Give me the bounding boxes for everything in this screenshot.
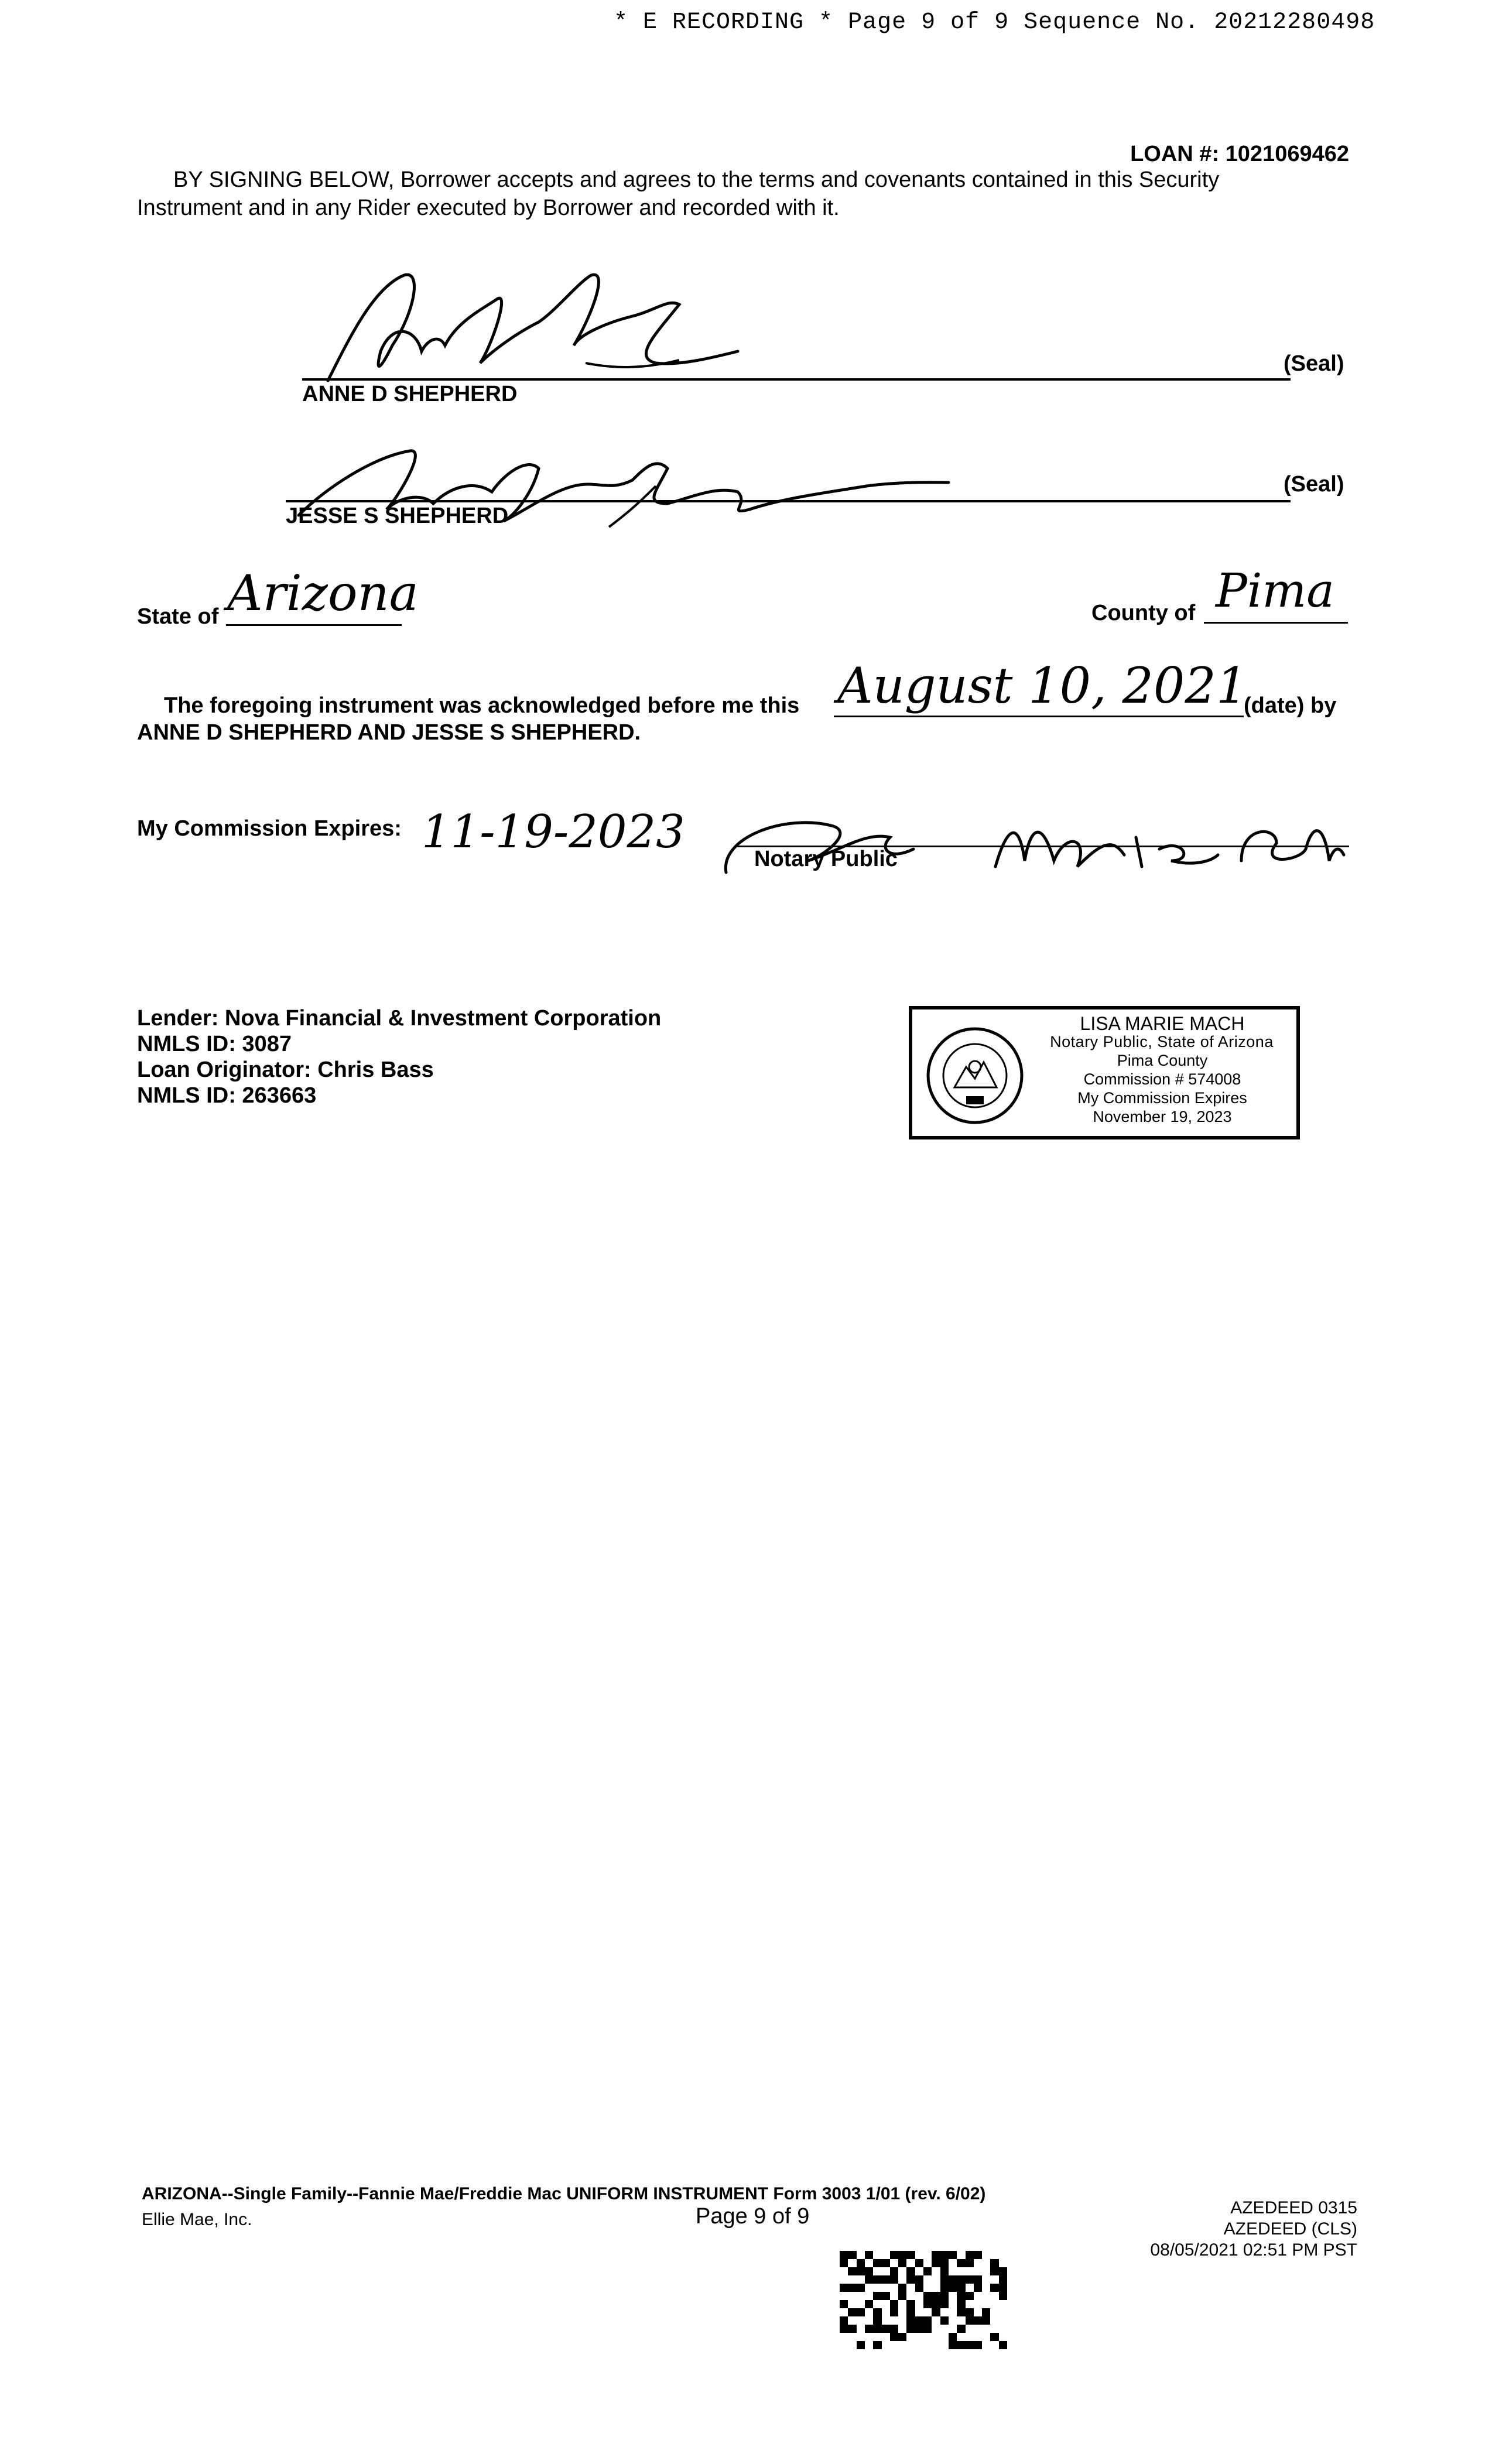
barcode-module [848,2341,856,2349]
barcode-module [898,2316,906,2325]
barcode-module [999,2341,1007,2349]
barcode-module [857,2259,865,2267]
barcode-module [873,2259,881,2267]
barcode-module [915,2284,923,2292]
barcode-module [915,2300,923,2308]
barcode-module [857,2275,865,2284]
seal-line-2: Pima County [1117,1052,1208,1069]
date-line [834,716,1244,717]
barcode-module [915,2275,923,2284]
barcode-module [882,2308,890,2316]
loan-number-label: LOAN #: [1130,142,1220,166]
barcode-module [857,2300,865,2308]
barcode-module [999,2275,1007,2284]
barcode-module [923,2251,932,2259]
loan-originator: Loan Originator: Chris Bass [137,1058,434,1082]
barcode-module [848,2325,856,2333]
footer-vendor: Ellie Mae, Inc. [142,2210,252,2229]
barcode-module [890,2300,898,2308]
barcode-module [923,2316,932,2325]
barcode-module [957,2341,965,2349]
barcode-module [974,2284,982,2292]
barcode-module [932,2341,940,2349]
acknowledgment-text: The foregoing instrument was acknowledged before me this [164,693,800,718]
barcode-module [906,2333,915,2341]
barcode-module [982,2316,990,2325]
barcode-module [940,2275,949,2284]
barcode-module [890,2275,898,2284]
barcode-module [966,2308,974,2316]
barcode-module [840,2308,848,2316]
barcode-module [906,2251,915,2259]
barcode-module [865,2259,873,2267]
barcode-module [990,2333,998,2341]
barcode-module [982,2300,990,2308]
barcode-module [990,2251,998,2259]
barcode-module [974,2341,982,2349]
barcode-module [848,2316,856,2325]
barcode-module [966,2316,974,2325]
seal-line-5: November 19, 2023 [1093,1108,1232,1125]
barcode-module [949,2341,957,2349]
intro-line-1: BY SIGNING BELOW, Borrower accepts and agrees to the terms and covenants contained in this Security [173,167,1220,192]
barcode-module [957,2284,965,2292]
barcode-module [898,2300,906,2308]
barcode-module [940,2292,949,2300]
barcode-module [865,2251,873,2259]
barcode-module [932,2284,940,2292]
barcode-module [857,2292,865,2300]
state-label: State of [137,604,219,629]
barcode-module [923,2333,932,2341]
barcode-module [865,2267,873,2275]
barcode-module [990,2308,998,2316]
barcode-module [982,2325,990,2333]
barcode-module [873,2308,881,2316]
barcode-module [966,2267,974,2275]
barcode-module [882,2292,890,2300]
barcode-module [898,2325,906,2333]
barcode-module [982,2333,990,2341]
barcode-module [940,2259,949,2267]
barcode-module [982,2275,990,2284]
barcode-module [865,2325,873,2333]
barcode-module [890,2259,898,2267]
barcode-module [990,2292,998,2300]
barcode-module [940,2333,949,2341]
barcode-module [990,2300,998,2308]
notary-seal-stamp [909,1006,1300,1139]
borrower-name-2: JESSE S SHEPHERD [286,504,509,528]
barcode-module [974,2267,982,2275]
barcode-module [882,2284,890,2292]
barcode-module [840,2284,848,2292]
seal-line-1: Notary Public, State of Arizona [1050,1033,1274,1050]
barcode-module [974,2316,982,2325]
barcode-module [890,2308,898,2316]
barcode-module [932,2275,940,2284]
barcode-module [940,2341,949,2349]
barcode-module [898,2284,906,2292]
barcode-module [857,2325,865,2333]
barcode-module [906,2316,915,2325]
barcode-module [957,2300,965,2308]
barcode-module [923,2275,932,2284]
barcode-module [940,2267,949,2275]
barcode-module [982,2267,990,2275]
barcode-module [848,2275,856,2284]
barcode-module [898,2333,906,2341]
barcode-module [957,2308,965,2316]
barcode-module [990,2259,998,2267]
barcode-module [865,2333,873,2341]
intro-line-2: Instrument and in any Rider executed by Borrower and recorded with it. [137,196,840,220]
barcode-module [990,2316,998,2325]
borrower-name-1: ANNE D SHEPHERD [302,382,518,406]
barcode-module [873,2333,881,2341]
barcode-module [898,2292,906,2300]
barcode-module [923,2300,932,2308]
barcode-module [990,2341,998,2349]
barcode-module [999,2267,1007,2275]
barcode-module [882,2325,890,2333]
document-barcode [840,2251,1007,2349]
barcode-module [940,2251,949,2259]
barcode-module [923,2292,932,2300]
barcode-module [906,2325,915,2333]
barcode-module [840,2300,848,2308]
barcode-module [932,2325,940,2333]
barcode-module [840,2325,848,2333]
barcode-module [966,2284,974,2292]
barcode-module [857,2333,865,2341]
barcode-module [898,2251,906,2259]
barcode-module [848,2300,856,2308]
barcode-module [882,2267,890,2275]
barcode-module [840,2333,848,2341]
barcode-module [999,2251,1007,2259]
barcode-module [966,2333,974,2341]
recording-header: * E RECORDING * Page 9 of 9 Sequence No. 20212280498 [614,9,1375,36]
barcode-module [932,2308,940,2316]
barcode-module [923,2267,932,2275]
barcode-module [999,2333,1007,2341]
footer-code-1: AZEDEED 0315 [1230,2198,1357,2217]
barcode-module [848,2259,856,2267]
barcode-module [949,2275,957,2284]
barcode-module [999,2325,1007,2333]
notary-public-label: Notary Public [754,847,898,871]
barcode-module [957,2259,965,2267]
barcode-module [932,2300,940,2308]
barcode-module [949,2300,957,2308]
barcode-module [957,2316,965,2325]
barcode-module [966,2251,974,2259]
barcode-module [898,2267,906,2275]
acknowledged-names: ANNE D SHEPHERD AND JESSE S SHEPHERD. [137,720,641,745]
barcode-module [966,2325,974,2333]
barcode-module [915,2251,923,2259]
barcode-module [915,2308,923,2316]
barcode-module [949,2251,957,2259]
barcode-module [865,2284,873,2292]
barcode-module [873,2275,881,2284]
footer-page-number: Page 9 of 9 [696,2204,810,2229]
seal-label-2: (Seal) [1284,472,1344,497]
barcode-module [840,2251,848,2259]
barcode-module [848,2292,856,2300]
barcode-module [966,2275,974,2284]
barcode-module [882,2341,890,2349]
barcode-module [873,2284,881,2292]
barcode-module [857,2251,865,2259]
barcode-module [906,2341,915,2349]
barcode-module [949,2292,957,2300]
barcode-module [848,2308,856,2316]
barcode-module [923,2259,932,2267]
signature-line-2 [286,500,1291,502]
barcode-module [873,2292,881,2300]
barcode-module [915,2341,923,2349]
seal-line-4: My Commission Expires [1077,1089,1247,1107]
barcode-module [865,2292,873,2300]
barcode-module [890,2284,898,2292]
barcode-module [890,2333,898,2341]
barcode-module [857,2341,865,2349]
barcode-module [999,2300,1007,2308]
barcode-module [957,2292,965,2300]
barcode-module [949,2284,957,2292]
barcode-module [949,2316,957,2325]
barcode-module [949,2333,957,2341]
barcode-module [915,2267,923,2275]
barcode-module [932,2259,940,2267]
barcode-module [857,2267,865,2275]
barcode-module [898,2308,906,2316]
commission-label: My Commission Expires: [137,816,402,841]
barcode-module [982,2308,990,2316]
seal-label-1: (Seal) [1284,351,1344,376]
county-line [1204,622,1348,624]
barcode-module [915,2316,923,2325]
barcode-module [848,2267,856,2275]
barcode-module [882,2251,890,2259]
barcode-module [932,2292,940,2300]
barcode-module [999,2308,1007,2316]
loan-number-value: 1021069462 [1225,142,1349,166]
barcode-module [890,2267,898,2275]
barcode-module [865,2300,873,2308]
barcode-module [940,2308,949,2316]
barcode-module [940,2300,949,2308]
barcode-module [974,2275,982,2284]
barcode-module [990,2325,998,2333]
barcode-module [923,2308,932,2316]
barcode-module [932,2267,940,2275]
barcode-module [923,2284,932,2292]
barcode-module [882,2275,890,2284]
barcode-module [932,2251,940,2259]
barcode-module [873,2251,881,2259]
barcode-module [974,2308,982,2316]
barcode-module [840,2267,848,2275]
barcode-module [906,2259,915,2267]
barcode-module [873,2300,881,2308]
barcode-module [957,2275,965,2284]
footer-form-line: ARIZONA--Single Family--Fannie Mae/Freddie Mac UNIFORM INSTRUMENT Form 3003 1/01 (rev. 6/02) [142,2184,986,2203]
barcode-module [890,2292,898,2300]
acknowledgment-date: August 10, 2021 [837,657,1248,714]
barcode-module [974,2292,982,2300]
barcode-module [848,2251,856,2259]
loan-number [1130,142,1349,167]
barcode-module [848,2284,856,2292]
barcode-module [840,2292,848,2300]
barcode-module [974,2333,982,2341]
barcode-module [882,2316,890,2325]
barcode-module [957,2267,965,2275]
barcode-module [873,2341,881,2349]
barcode-module [932,2316,940,2325]
barcode-module [966,2341,974,2349]
barcode-module [974,2251,982,2259]
barcode-module [949,2259,957,2267]
barcode-module [957,2325,965,2333]
barcode-module [932,2333,940,2341]
county-value: Pima [1216,563,1334,618]
barcode-module [890,2325,898,2333]
footer-code-2: AZEDEED (CLS) [1223,2219,1357,2239]
lender-nmls: NMLS ID: 3087 [137,1032,292,1056]
barcode-module [949,2308,957,2316]
state-seal-icon [925,1026,1025,1125]
barcode-module [882,2259,890,2267]
barcode-module [915,2325,923,2333]
barcode-module [982,2259,990,2267]
barcode-module [923,2341,932,2349]
barcode-module [906,2300,915,2308]
barcode-module [966,2259,974,2267]
barcode-module [966,2292,974,2300]
commission-expires-value: 11-19-2023 [422,806,685,858]
barcode-module [949,2325,957,2333]
barcode-module [915,2333,923,2341]
barcode-module [865,2341,873,2349]
barcode-module [982,2251,990,2259]
barcode-module [857,2308,865,2316]
barcode-module [865,2275,873,2284]
barcode-module [906,2267,915,2275]
seal-line-3: Commission # 574008 [1083,1070,1241,1088]
barcode-module [957,2251,965,2259]
footer-timestamp: 08/05/2021 02:51 PM PST [1150,2240,1357,2260]
barcode-module [940,2325,949,2333]
barcode-module [940,2284,949,2292]
signature-line-1 [302,378,1291,381]
barcode-module [840,2259,848,2267]
barcode-module [840,2341,848,2349]
barcode-module [898,2275,906,2284]
barcode-module [982,2341,990,2349]
barcode-module [890,2341,898,2349]
barcode-module [990,2267,998,2275]
barcode-module [906,2284,915,2292]
originator-nmls: NMLS ID: 263663 [137,1083,317,1108]
barcode-module [906,2275,915,2284]
barcode-module [898,2259,906,2267]
barcode-module [840,2316,848,2325]
barcode-module [890,2316,898,2325]
seal-notary-name: LISA MARIE MACH [1080,1013,1245,1034]
state-line [226,624,402,626]
barcode-module [999,2316,1007,2325]
barcode-module [857,2284,865,2292]
barcode-module [873,2325,881,2333]
date-suffix: (date) by [1244,693,1337,718]
barcode-module [915,2292,923,2300]
barcode-module [999,2259,1007,2267]
barcode-module [923,2325,932,2333]
barcode-module [990,2275,998,2284]
barcode-module [940,2316,949,2325]
barcode-module [865,2316,873,2325]
barcode-module [990,2284,998,2292]
barcode-module [982,2284,990,2292]
barcode-module [906,2292,915,2300]
barcode-module [982,2292,990,2300]
barcode-module [974,2325,982,2333]
barcode-module [873,2267,881,2275]
barcode-module [840,2275,848,2284]
county-label: County of [1091,601,1196,625]
barcode-module [999,2292,1007,2300]
barcode-module [974,2300,982,2308]
barcode-module [882,2333,890,2341]
state-value: Arizona [227,564,419,622]
barcode-module [890,2251,898,2259]
barcode-module [857,2316,865,2325]
barcode-module [898,2341,906,2349]
barcode-module [949,2267,957,2275]
barcode-module [999,2284,1007,2292]
barcode-module [865,2308,873,2316]
lender-name: Lender: Nova Financial & Investment Corporation [137,1006,662,1031]
barcode-module [882,2300,890,2308]
barcode-module [966,2300,974,2308]
barcode-module [848,2333,856,2341]
barcode-module [906,2308,915,2316]
barcode-module [974,2259,982,2267]
barcode-module [873,2316,881,2325]
barcode-module [957,2333,965,2341]
barcode-module [915,2259,923,2267]
